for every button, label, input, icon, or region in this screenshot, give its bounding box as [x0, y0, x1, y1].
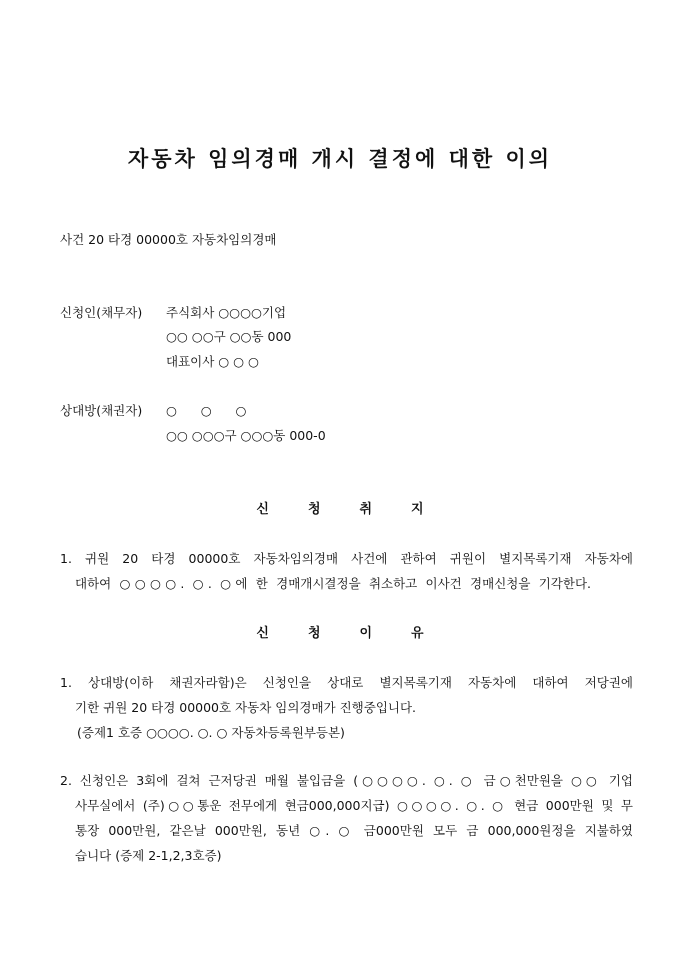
- respondent-address: ○○ ○○○구 ○○○동 000-0: [166, 428, 326, 443]
- purpose-item-1-line-2: 대하여 ○○○○. ○. ○에 한 경매개시결정을 취소하고 이사건 경매신청을 기각한다.: [75, 576, 591, 591]
- purpose-heading-char: 신: [256, 502, 269, 517]
- reasons-heading-char: 신: [256, 626, 269, 641]
- purpose-item-1-line-1: 1. 귀원 20 타경 00000호 자동차임의경매 사건에 관하여 귀원이 별지목록기재 자동차에: [60, 551, 633, 566]
- applicant-name: 주식회사 ○○○○기업: [166, 305, 287, 320]
- reason-item-2-line-3: 통장 000만원, 같은날 000만원, 동년 ○. ○ 금000만원 모두 금 000,000원정을 지불하였: [75, 823, 633, 838]
- purpose-heading: [0, 503, 680, 516]
- reason-item-1-line-2: 기한 귀원 20 타경 00000호 자동차 임의경매가 진행중입니다.: [75, 700, 417, 715]
- purpose-heading-char: 지: [411, 502, 424, 517]
- reasons-heading-char: 청: [307, 626, 321, 641]
- applicant-representative: 대표이사 ○ ○ ○: [166, 354, 259, 369]
- reasons-heading-char: 유: [411, 626, 424, 641]
- reason-item-2-line-1: 2. 신청인은 3회에 걸쳐 근저당권 매월 불입금을 (○○○○. ○. ○ 금○천만원을 ○○ 기업: [60, 773, 633, 788]
- reason-item-1-line-3: (증제1 호증 ○○○○. ○. ○ 자동차등록원부등본): [77, 725, 345, 740]
- reason-item-2-line-2: 사무실에서 (주)○○통운 전무에게 현금000,000지급) ○○○○. ○. ○ 현금 000만원 및 무: [75, 798, 633, 813]
- case-line: 사건 20 타경 00000호 자동차임의경매: [60, 232, 277, 247]
- applicant-address: ○○ ○○구 ○○동 000: [166, 329, 292, 344]
- purpose-heading-char: 청: [307, 502, 321, 517]
- applicant-label: 신청인(채무자): [60, 305, 143, 320]
- reasons-heading-char: 이: [359, 626, 373, 641]
- reason-item-1-line-1: 1. 상대방(이하 채권자라함)은 신청인을 상대로 별지목록기재 자동차에 대하여 저당권에: [60, 675, 633, 690]
- document-title: 자동차 임의경매 개시 결정에 대한 이의: [127, 146, 553, 171]
- reasons-heading: [0, 627, 680, 640]
- reason-item-2-line-4: 습니다 (증제 2-1,2,3호증): [75, 848, 222, 863]
- purpose-heading-char: 취: [359, 502, 373, 517]
- respondent-label: 상대방(채권자): [60, 403, 143, 418]
- respondent-name: ○ ○ ○: [166, 403, 247, 418]
